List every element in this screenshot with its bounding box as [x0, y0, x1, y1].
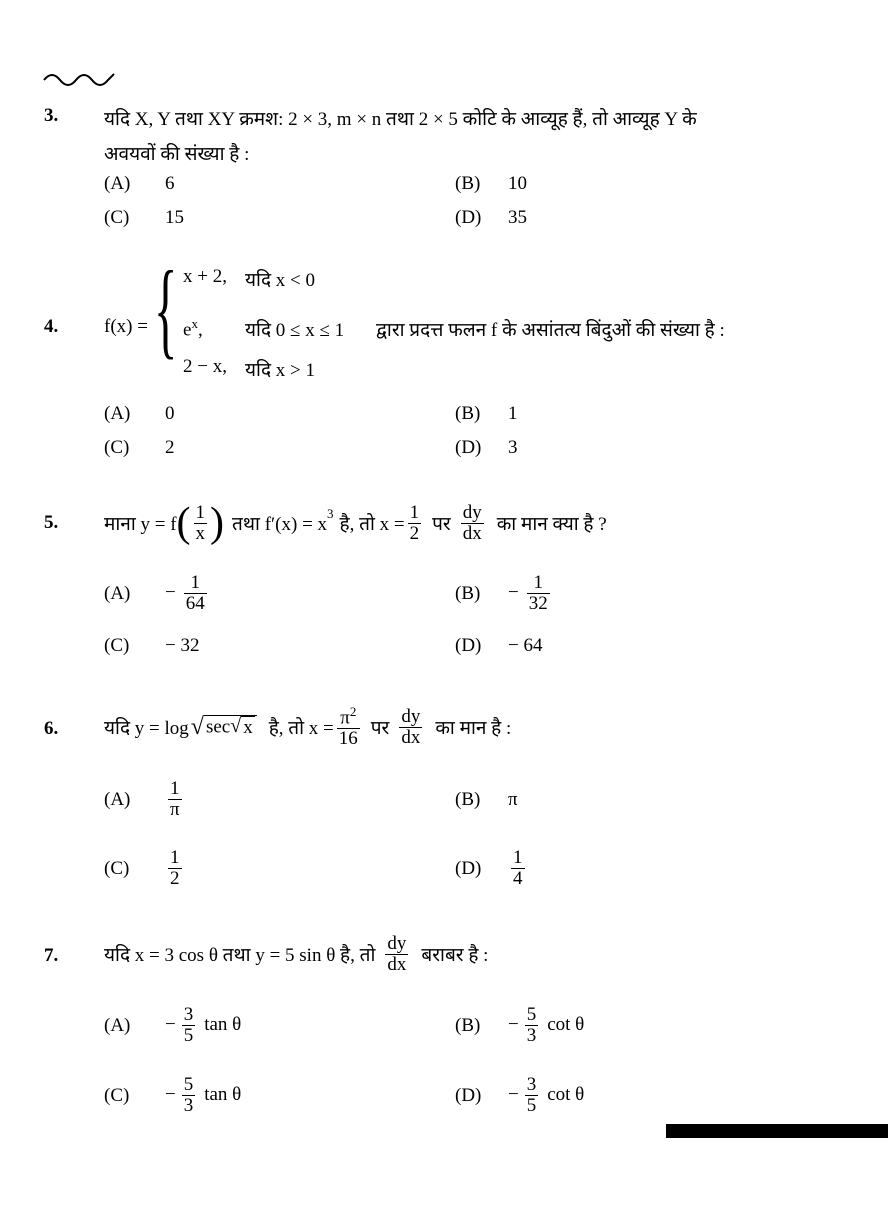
- option-label-c: (C): [104, 437, 130, 458]
- option-value-b: 10: [508, 173, 527, 194]
- function-name: f(x) =: [104, 316, 148, 337]
- option-label-b: (B): [455, 403, 481, 424]
- question-number: 3.: [44, 105, 59, 126]
- option-value-c: − 32: [165, 635, 200, 656]
- question-text: यदि X, Y तथा XY क्रमश: 2 × 3, m × n तथा 2 × 5 कोटि के आव्यूह हैं, तो आव्यूह Y के: [104, 109, 697, 130]
- case-1-cond: यदि x < 0: [245, 270, 315, 291]
- option-value-a: $\frac{1}{\pi}$: [170, 777, 180, 820]
- option-value-c: 15: [165, 207, 184, 228]
- option-label-a: (A): [104, 583, 131, 604]
- question-text: माना y = f ( $\frac{1}{x}$ ) तथा f′(x) = x $^3$ है, तो x = $\frac{1}{2}$ पर $\frac{dy}{dx}$ का मान क्या है ?: [104, 500, 607, 546]
- option-label-c: (C): [104, 1085, 130, 1106]
- question-text: यदि x = 3 cos θ तथा y = 5 sin θ है, तो $\frac{dy}{dx}$ बराबर है :: [104, 932, 489, 975]
- option-value-d: 35: [508, 207, 527, 228]
- option-label-d: (D): [455, 207, 482, 228]
- option-label-b: (B): [455, 583, 481, 604]
- case-1-expr: x + 2,: [183, 266, 227, 287]
- page-end-bar: [666, 1124, 888, 1138]
- question-text-cont: अवयवों की संख्या है :: [104, 144, 250, 165]
- option-value-a: − $\frac{1}{64}$: [165, 571, 205, 614]
- option-value-c: 2: [165, 437, 175, 458]
- option-label-c: (C): [104, 858, 130, 879]
- option-label-a: (A): [104, 789, 131, 810]
- question-number: 4.: [44, 316, 59, 337]
- option-label-c: (C): [104, 207, 130, 228]
- left-brace: {: [154, 250, 178, 369]
- question-text: यदि y = log √ sec √ x है, तो x = $\frac{\pi^2}{16}$ पर $\frac{dy}{dx}$ का मान है :: [104, 703, 512, 750]
- question-number: 5.: [44, 512, 59, 533]
- option-label-d: (D): [455, 635, 482, 656]
- question-number: 6.: [44, 718, 59, 739]
- option-value-a: 6: [165, 173, 175, 194]
- option-label-d: (D): [455, 1085, 482, 1106]
- case-2-cond: यदि 0 ≤ x ≤ 1: [245, 320, 345, 341]
- option-label-c: (C): [104, 635, 130, 656]
- option-label-a: (A): [104, 403, 131, 424]
- option-label-d: (D): [455, 437, 482, 458]
- case-2-expr: $e^x$,: [183, 316, 203, 341]
- option-label-a: (A): [104, 1015, 131, 1036]
- option-label-a: (A): [104, 173, 131, 194]
- option-label-d: (D): [455, 858, 482, 879]
- option-value-d: $\frac{1}{4}$: [513, 846, 523, 889]
- option-value-c: $\frac{1}{2}$: [170, 846, 180, 889]
- option-value-d: 3: [508, 437, 518, 458]
- option-value-d: − 64: [508, 635, 543, 656]
- case-3-expr: 2 − x,: [183, 356, 227, 377]
- question-text: द्वारा प्रदत्त फलन f के असांतत्य बिंदुओं की संख्या है :: [376, 320, 725, 341]
- option-value-c: − $\frac{5}{3}$ tan θ: [165, 1073, 242, 1116]
- option-value-b: − $\frac{1}{32}$: [508, 571, 548, 614]
- option-value-d: − $\frac{3}{5}$ cot θ: [508, 1073, 585, 1116]
- case-3-cond: यदि x > 1: [245, 360, 315, 381]
- option-value-a: − $\frac{3}{5}$ tan θ: [165, 1003, 242, 1046]
- option-value-b: π: [508, 789, 518, 810]
- option-label-b: (B): [455, 1015, 481, 1036]
- option-label-b: (B): [455, 789, 481, 810]
- question-number: 7.: [44, 945, 59, 966]
- option-value-a: 0: [165, 403, 175, 424]
- option-label-b: (B): [455, 173, 481, 194]
- wave-mark-icon: [42, 68, 116, 86]
- option-value-b: 1: [508, 403, 518, 424]
- option-value-b: − $\frac{5}{3}$ cot θ: [508, 1003, 585, 1046]
